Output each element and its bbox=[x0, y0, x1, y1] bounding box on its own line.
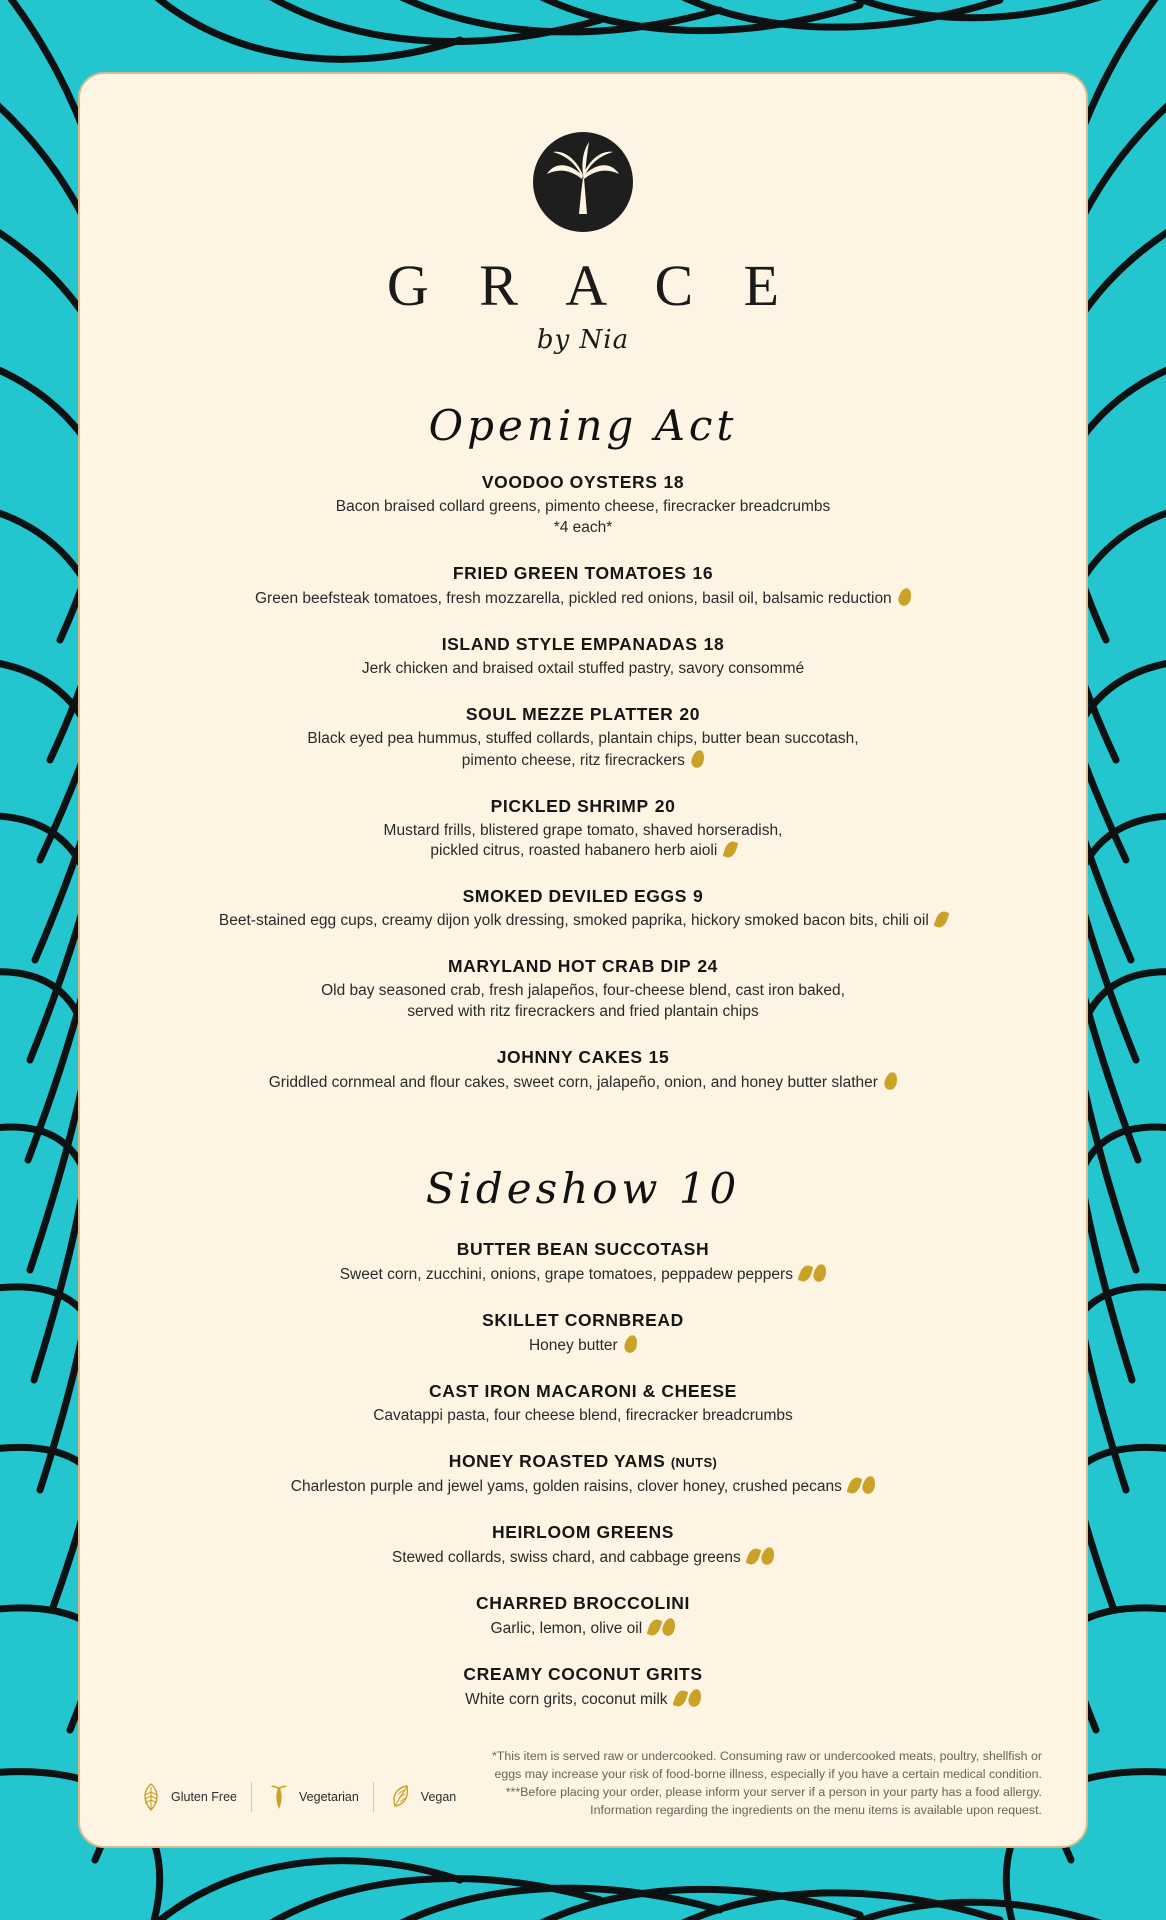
menu-item-desc-line1: Beet-stained egg cups, creamy dijon yolk dressing, smoked paprika, hickory smoked bacon bits, chili oil bbox=[218, 912, 929, 930]
brand-name: G R A C E bbox=[386, 253, 798, 318]
menu-item-description bbox=[126, 911, 1040, 932]
menu-item-desc-line1: Stewed collards, swiss chard, and cabbage greens bbox=[391, 1548, 741, 1566]
menu-item-desc-line2-text: pimento cheese, ritz firecrackers bbox=[461, 751, 685, 769]
menu-item-title bbox=[126, 956, 1040, 977]
menu-item-title: HEIRLOOM GREENS bbox=[491, 1521, 675, 1542]
menu-item-description bbox=[126, 1406, 1040, 1427]
menu-item-price: 15 bbox=[648, 1047, 670, 1068]
menu-item-desc-line1: Honey butter bbox=[528, 1336, 618, 1354]
gluten-free-icon bbox=[798, 1264, 814, 1284]
menu-item-desc-line2: served with ritz firecrackers and fried plantain chips bbox=[407, 1003, 759, 1021]
menu-item-description bbox=[126, 821, 1040, 863]
menu-item-title: CHARRED BROCCOLINI bbox=[476, 1592, 690, 1613]
menu-item bbox=[80, 886, 1086, 932]
menu-item-name: SMOKED DEVILED EGGS bbox=[462, 886, 687, 907]
menu-item-desc-line1: Cavatappi pasta, four cheese blend, firecracker breadcrumbs bbox=[373, 1406, 793, 1424]
vegetarian-icon bbox=[623, 1334, 639, 1355]
menu-item bbox=[80, 956, 1086, 1023]
menu-item-price: 24 bbox=[697, 956, 718, 977]
menu-item-desc-line1: Garlic, lemon, olive oil bbox=[490, 1619, 643, 1637]
diet-legend bbox=[124, 1782, 470, 1820]
menu-item-price: 20 bbox=[679, 703, 701, 724]
menu-item bbox=[80, 563, 1086, 610]
menu-item bbox=[80, 1593, 1086, 1640]
vegetarian-icon bbox=[661, 1616, 677, 1637]
menu-item-description bbox=[126, 1689, 1040, 1711]
legend-item-gluten-free bbox=[124, 1782, 251, 1812]
menu-item bbox=[80, 472, 1086, 539]
vegetarian-icon bbox=[266, 1782, 292, 1812]
menu-item-desc-line2 bbox=[126, 841, 1040, 862]
legend-item-vegetarian bbox=[251, 1782, 373, 1812]
legend-label: Vegetarian bbox=[299, 1790, 359, 1804]
menu-item-name: JOHNNY CAKES bbox=[496, 1047, 643, 1068]
menu-card bbox=[78, 72, 1088, 1848]
menu-item bbox=[80, 1047, 1086, 1094]
menu-item bbox=[80, 704, 1086, 772]
disclaimer-line-2: eggs may increase your risk of food-borne illness, especially if you have a certain medical condition. bbox=[494, 1767, 1042, 1782]
section-heading-sideshow: Sideshow 10 bbox=[425, 1164, 741, 1214]
vegetarian-icon bbox=[760, 1545, 776, 1566]
disclaimer-line-4: Information regarding the ingredients on the menu items is available upon request. bbox=[590, 1803, 1042, 1818]
menu-item bbox=[80, 1381, 1086, 1427]
menu-item-title bbox=[126, 886, 1040, 907]
gluten-free-icon bbox=[847, 1476, 863, 1496]
menu-item-name: ISLAND STYLE EMPANADAS bbox=[441, 633, 698, 654]
legend-label: Gluten Free bbox=[171, 1790, 238, 1804]
menu-item-desc-line1: Charleston purple and jewel yams, golden raisins, clover honey, crushed pecans bbox=[290, 1477, 842, 1495]
menu-item-price: 18 bbox=[703, 633, 725, 654]
menu-item-title: CREAMY COCONUT GRITS bbox=[463, 1663, 703, 1684]
menu-item-name: PICKLED SHRIMP bbox=[490, 795, 649, 816]
menu-item-description bbox=[126, 497, 1040, 539]
menu-item-title: SKILLET CORNBREAD bbox=[482, 1309, 684, 1330]
menu-item-description bbox=[126, 1264, 1040, 1286]
menu-item-name: VOODOO OYSTERS bbox=[481, 472, 658, 492]
menu-item-title bbox=[126, 704, 1040, 725]
menu-item-price: 20 bbox=[654, 795, 676, 816]
gluten-free-icon bbox=[722, 840, 738, 860]
menu-item-name: HONEY ROASTED YAMS bbox=[448, 1450, 666, 1471]
menu-item-title bbox=[126, 796, 1040, 817]
menu-item-desc-line1: Mustard frills, blistered grape tomato, shaved horseradish, bbox=[383, 821, 783, 839]
menu-item-desc-line1: Bacon braised collard greens, pimento cheese, firecracker breadcrumbs bbox=[335, 498, 831, 515]
menu-item-title bbox=[126, 563, 1040, 584]
disclaimer-line-1: *This item is served raw or undercooked. Consuming raw or undercooked meats, poultry, shellfish or bbox=[491, 1749, 1042, 1764]
vegetarian-icon bbox=[690, 748, 706, 769]
menu-item-desc-line1: Old bay seasoned crab, fresh jalapeños, four-cheese blend, cast iron baked, bbox=[321, 982, 845, 1000]
menu-item-desc-line1: Green beefsteak tomatoes, fresh mozzarella, pickled red onions, basil oil, balsamic reduction bbox=[255, 589, 892, 607]
vegetarian-icon bbox=[861, 1475, 877, 1496]
menu-item-description bbox=[126, 1335, 1040, 1357]
gluten-free-icon bbox=[138, 1782, 164, 1812]
gluten-free-icon bbox=[746, 1546, 762, 1566]
menu-item-name: FRIED GREEN TOMATOES bbox=[452, 562, 687, 583]
menu-item-description bbox=[126, 659, 1040, 680]
menu-item-desc-line1: Griddled cornmeal and flour cakes, sweet corn, jalapeño, onion, and honey butter slather bbox=[268, 1074, 878, 1092]
gluten-free-icon bbox=[934, 910, 950, 930]
gluten-free-icon bbox=[647, 1617, 663, 1637]
menu-footer bbox=[80, 1748, 1086, 1820]
legend-label: Vegan bbox=[420, 1790, 457, 1804]
section-heading-opening-act: Opening Act bbox=[428, 401, 738, 450]
menu-item-price: 18 bbox=[663, 472, 685, 492]
gluten-free-icon bbox=[673, 1688, 689, 1708]
menu-item-description bbox=[126, 729, 1040, 772]
menu-item bbox=[80, 1239, 1086, 1286]
menu-item-desc-line1: White corn grits, coconut milk bbox=[465, 1690, 668, 1708]
menu-item-name: SOUL MEZZE PLATTER bbox=[465, 703, 674, 724]
menu-item-name: MARYLAND HOT CRAB DIP bbox=[447, 956, 692, 977]
menu-item-description bbox=[126, 981, 1040, 1023]
menu-item-desc-line1: Sweet corn, zucchini, onions, grape tomatoes, peppadew peppers bbox=[339, 1266, 793, 1284]
disclaimer-line-3: ***Before placing your order, please inform your server if a person in your party has a food allergy. bbox=[505, 1785, 1042, 1800]
menu-item-title: BUTTER BEAN SUCCOTASH bbox=[456, 1239, 710, 1260]
menu-item-desc-line1: Jerk chicken and braised oxtail stuffed pastry, savory consommé bbox=[361, 659, 805, 677]
menu-item bbox=[80, 634, 1086, 680]
menu-item bbox=[80, 1664, 1086, 1711]
menu-item-desc-line2-text: pickled citrus, roasted habanero herb aioli bbox=[430, 842, 718, 860]
menu-item-description bbox=[126, 1618, 1040, 1640]
menu-item-title bbox=[126, 472, 1040, 493]
menu-item-title bbox=[126, 634, 1040, 655]
vegetarian-icon bbox=[687, 1687, 703, 1708]
menu-item-title bbox=[126, 1451, 1040, 1472]
palm-tree-logo-icon bbox=[531, 130, 635, 234]
vegetarian-icon bbox=[883, 1071, 899, 1092]
menu-item-price: 9 bbox=[693, 886, 704, 907]
vegetarian-icon bbox=[812, 1263, 828, 1284]
menu-item-desc-line2: *4 each* bbox=[553, 518, 613, 536]
menu-item-allergen-note: (NUTS) bbox=[670, 1454, 718, 1470]
menu-item-title: CAST IRON MACARONI & CHEESE bbox=[429, 1380, 737, 1401]
menu-item-desc-line2 bbox=[126, 750, 1040, 772]
menu-item-title bbox=[126, 1047, 1040, 1068]
legend-item-vegan bbox=[373, 1782, 470, 1812]
menu-item-price: 16 bbox=[692, 562, 714, 583]
menu-item-desc-line1: Black eyed pea hummus, stuffed collards, plantain chips, butter bean succotash, bbox=[307, 729, 859, 747]
menu-item-description bbox=[126, 1072, 1040, 1094]
vegan-icon bbox=[388, 1782, 414, 1812]
menu-item bbox=[80, 1522, 1086, 1569]
brand-subtitle: by Nia bbox=[536, 325, 630, 355]
brand-header bbox=[80, 74, 1086, 355]
menu-item-description bbox=[126, 1476, 1040, 1498]
menu-item-description bbox=[126, 1547, 1040, 1569]
menu-item bbox=[80, 1451, 1086, 1498]
svg-text:©: © bbox=[619, 216, 625, 224]
disclaimer bbox=[492, 1748, 1042, 1820]
menu-item bbox=[80, 796, 1086, 863]
menu-item-description bbox=[126, 588, 1040, 610]
menu-item bbox=[80, 1310, 1086, 1357]
vegetarian-icon bbox=[897, 587, 913, 608]
